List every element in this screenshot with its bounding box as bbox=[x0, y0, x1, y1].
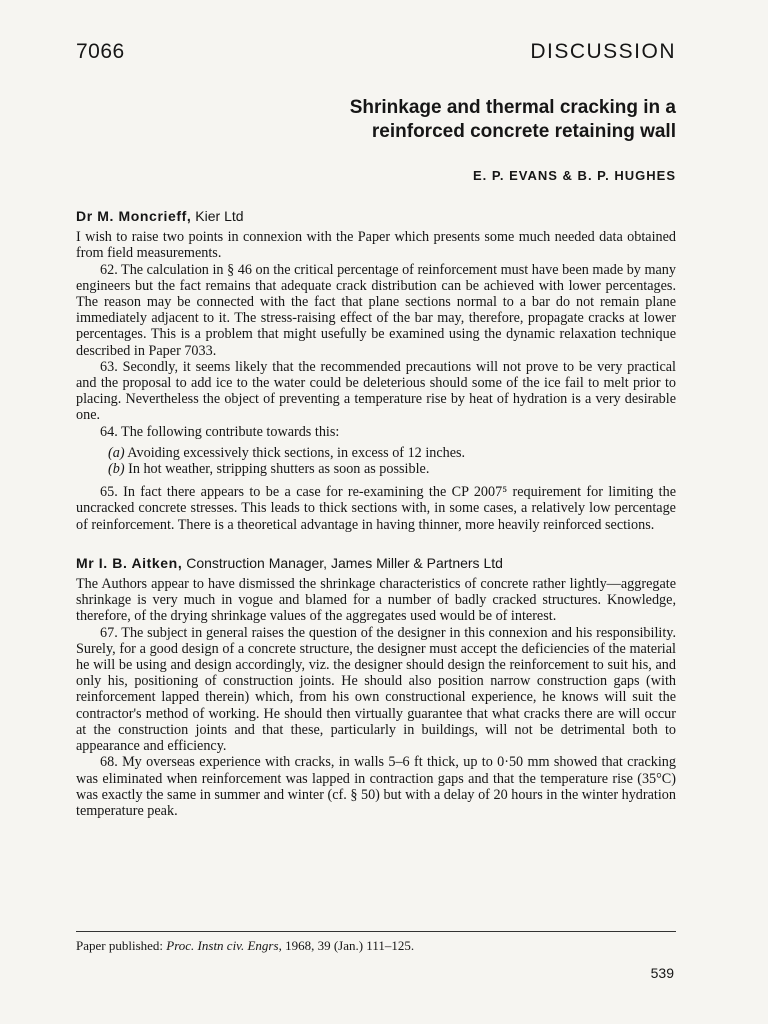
article-title bbox=[196, 96, 676, 144]
footnote-label: Paper published: bbox=[76, 938, 167, 953]
footnote-divider bbox=[76, 931, 676, 932]
paragraph-67: 67. The subject in general raises the question of the designer in this connexion and his responsibility. Surely, for a good design of a concrete structure, the designer must accept the deficiencies of the material he will be using and design accordingly, viz. the designer should design the reinforcement to suit his, and only his, positioning of construction joints. He should also position narrow construction gaps (with reinforcement lapped therein) which, from his own constructional experience, he knows will suit the contractor's method of working. He should then virtually guarantee that what cracks there are will occur at the construction joints and that these, particularly in buildings, will not be detrimental both to appearance and efficiency. bbox=[76, 624, 676, 755]
paragraph-intro-1: I wish to raise two points in connexion with the Paper which presents some much needed data obtained from field measurements. bbox=[76, 229, 676, 262]
contributing-factors-list bbox=[76, 445, 676, 477]
title-line-2: reinforced concrete retaining wall bbox=[371, 121, 676, 142]
list-item-a-text: Avoiding excessively thick sections, in excess of 12 inches. bbox=[124, 444, 466, 461]
list-item-b-label: (b) bbox=[108, 461, 125, 478]
paragraph-63: 63. Secondly, it seems likely that the recommended precautions will not prove to be very practical and the proposal to add ice to the water could be deleterious should some of the ice fail to melt prior to placing. Nevertheless the object of preventing a temperature rise by heat of hydration is a very desirable one. bbox=[76, 358, 676, 424]
paragraph-intro-2: The Authors appear to have dismissed the shrinkage characteristics of concrete rather lightly—aggregate shrinkage is very much in vogue and blamed for a number of badly cracked structures. Knowledge, therefore, of the drying shrinkage values of the aggregates used would be of interest. bbox=[76, 576, 676, 625]
discussant-1-name: Dr M. Moncrieff, bbox=[76, 208, 192, 224]
discussant-2-affiliation: Construction Manager, James Miller & Partners Ltd bbox=[182, 554, 503, 571]
list-item-b-text: In hot weather, stripping shutters as soon as possible. bbox=[124, 461, 430, 478]
discussant-2 bbox=[76, 555, 676, 571]
section-heading: DISCUSSION bbox=[530, 40, 676, 63]
running-page-number: 7066 bbox=[76, 40, 125, 63]
discussant-1-affiliation: Kier Ltd bbox=[191, 208, 244, 224]
discussant-2-name: Mr I. B. Aitken, bbox=[76, 554, 183, 571]
page-number: 539 bbox=[650, 965, 674, 981]
footnote bbox=[76, 938, 676, 954]
footnote-details: , 1968, 39 (Jan.) 111–125. bbox=[278, 938, 415, 953]
list-item-b bbox=[76, 461, 676, 477]
article-authors: E. P. EVANS & B. P. HUGHES bbox=[473, 168, 676, 183]
footnote-journal: Proc. Instn civ. Engrs bbox=[166, 938, 279, 953]
title-line-1: Shrinkage and thermal cracking in a bbox=[349, 97, 676, 118]
list-item-a-label: (a) bbox=[108, 444, 125, 461]
discussant-1 bbox=[76, 208, 676, 224]
discussion-body bbox=[76, 208, 676, 819]
paragraph-62: 62. The calculation in § 46 on the critical percentage of reinforcement must have been made by many engineers but the fact remains that adequate crack distribution can be achieved with lower percentages. The reason may be connected with the fact that plane sections normal to a bar do not remain plane immediately adjacent to it. The stress-raising effect of the bar may, therefore, propagate cracks at lower percentages. This is a problem that might usefully be examined using the dynamic relaxation technique described in Paper 7033. bbox=[76, 261, 676, 359]
paragraph-64: 64. The following contribute towards this: bbox=[100, 423, 340, 440]
paragraph-65: 65. In fact there appears to be a case for re-examining the CP 2007⁵ requirement for limiting the uncracked concrete stresses. This leads to thick sections with, in some cases, a relatively low percentage of reinforcement. There is a theoretical advantage in having thinner, more heavily reinforced sections. bbox=[76, 484, 676, 533]
list-item-a bbox=[76, 445, 676, 461]
paragraph-68: 68. My overseas experience with cracks, in walls 5–6 ft thick, up to 0·50 mm showed that cracking was eliminated when reinforcement was lapped in contraction gaps and that the temperature rise (35°C) was exactly the same in summer and winter (cf. § 50) but with a delay of 20 hours in the winter hydration temperature peak. bbox=[76, 754, 676, 819]
